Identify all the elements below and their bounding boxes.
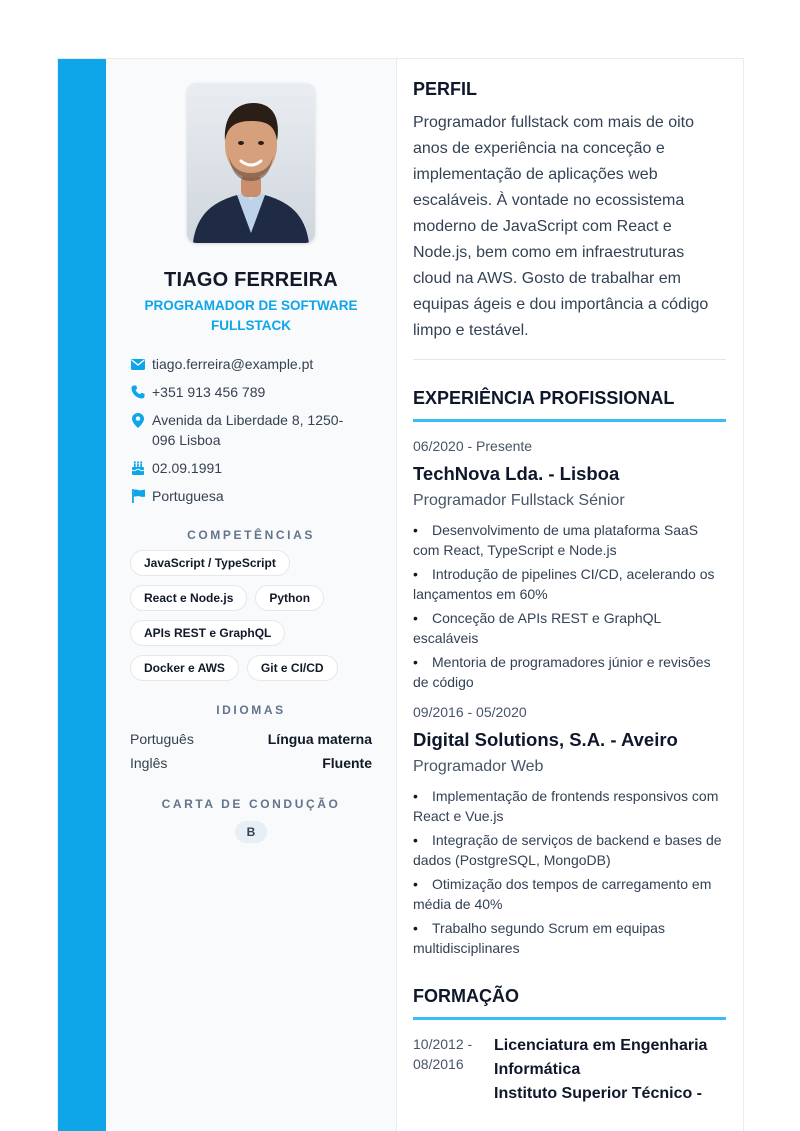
license-title: CARTA DE CONDUÇÃO — [161, 797, 341, 811]
birthdate-text: 02.09.1991 — [152, 460, 223, 476]
address-text: Avenida da Liberdade 8, 1250-096 Lisboa — [152, 412, 344, 448]
job-title: PROGRAMADOR DE SOFTWARE FULLSTACK — [144, 298, 358, 333]
skill-chip: JavaScript / TypeScript — [130, 550, 290, 576]
flag-icon — [130, 486, 146, 506]
bullet-item: • Otimização dos tempos de carregamento em média de 40% — [413, 876, 712, 912]
nationality-text: Portuguesa — [152, 488, 224, 504]
experience-section — [413, 388, 726, 958]
phone-icon — [130, 382, 146, 402]
language-level: Língua materna — [267, 731, 372, 747]
bullet-item: • Implementação de frontends responsivos com React e Vue.js — [413, 788, 719, 824]
skills-list — [130, 550, 372, 681]
education-body — [494, 1034, 726, 1106]
education-section — [413, 986, 726, 1106]
profile-title: PERFIL — [413, 79, 478, 99]
job-role: Programador Web — [413, 758, 544, 775]
section-divider — [413, 359, 726, 360]
languages-title: IDIOMAS — [216, 703, 286, 717]
job-entry — [413, 702, 726, 958]
main-content — [397, 59, 743, 1131]
language-name: Português — [130, 731, 194, 747]
profile-photo — [187, 83, 315, 243]
email-text[interactable]: tiago.ferreira@example.pt — [152, 356, 314, 372]
bullet-item: • Mentoria de programadores júnior e revisões de código — [413, 654, 711, 690]
license-badge: B — [235, 821, 267, 843]
job-company: Digital Solutions, S.A. - Aveiro — [413, 729, 678, 750]
bullet-item: • Integração de serviços de backend e bases de dados (PostgreSQL, MongoDB) — [413, 832, 722, 868]
education-school: Instituto Superior Técnico - — [494, 1085, 703, 1102]
contact-phone — [130, 382, 372, 402]
language-row — [130, 751, 372, 775]
map-pin-icon — [130, 410, 146, 430]
education-title: FORMAÇÃO — [413, 986, 726, 1020]
bullet-item: • Conceção de APIs REST e GraphQL escaláveis — [413, 610, 661, 646]
bullet-item: • Introdução de pipelines CI/CD, acelerando os lançamentos em 60% — [413, 566, 715, 602]
envelope-icon — [130, 354, 146, 374]
language-row — [130, 727, 372, 751]
contact-birthdate — [130, 458, 372, 478]
experience-title: EXPERIÊNCIA PROFISSIONAL — [413, 388, 726, 422]
languages-list — [130, 727, 372, 775]
skill-chip: Docker e AWS — [130, 655, 239, 681]
contact-address — [130, 410, 372, 450]
skill-chip: Python — [255, 585, 324, 611]
sidebar — [106, 59, 397, 1131]
cake-icon — [130, 458, 146, 478]
skill-chip: React e Node.js — [130, 585, 247, 611]
skill-chip: APIs REST e GraphQL — [130, 620, 285, 646]
job-company: TechNova Lda. - Lisboa — [413, 463, 620, 484]
skills-title: COMPETÊNCIAS — [187, 528, 315, 542]
skill-chip: Git e CI/CD — [247, 655, 338, 681]
phone-text[interactable]: +351 913 456 789 — [152, 384, 266, 400]
contact-nationality — [130, 486, 372, 506]
education-degree: Licenciatura em Engenharia Informática — [494, 1037, 708, 1078]
bullet-item: • Trabalho segundo Scrum em equipas multidisciplinares — [413, 920, 665, 956]
job-entry — [413, 436, 726, 692]
job-date: 09/2016 - 05/2020 — [413, 704, 527, 720]
profile-section — [413, 79, 726, 360]
job-date: 06/2020 - Presente — [413, 438, 533, 454]
education-entry — [413, 1034, 726, 1106]
job-bullets — [413, 520, 726, 692]
cv-page — [57, 58, 744, 1131]
profile-text: Programador fullstack com mais de oito anos de experiência na conceção e implementação de aplicações web escaláveis. À vontade no ecossistema moderno de JavaScript com React e Node.js, bem como em infraestruturas cloud na AWS. Gosto de trabalhar em equipas ágeis e dou importância a código limpo e testável. — [413, 114, 709, 339]
education-date: 10/2012 - 08/2016 — [413, 1036, 473, 1072]
contact-email — [130, 354, 372, 374]
person-name: TIAGO FERREIRA — [164, 269, 338, 291]
job-role: Programador Fullstack Sénior — [413, 492, 625, 509]
accent-bar — [58, 59, 106, 1131]
job-bullets — [413, 786, 726, 958]
contact-list — [130, 354, 372, 506]
language-level: Fluente — [322, 755, 372, 771]
bullet-item: • Desenvolvimento de uma plataforma SaaS com React, TypeScript e Node.js — [413, 522, 699, 558]
language-name: Inglês — [130, 755, 168, 771]
